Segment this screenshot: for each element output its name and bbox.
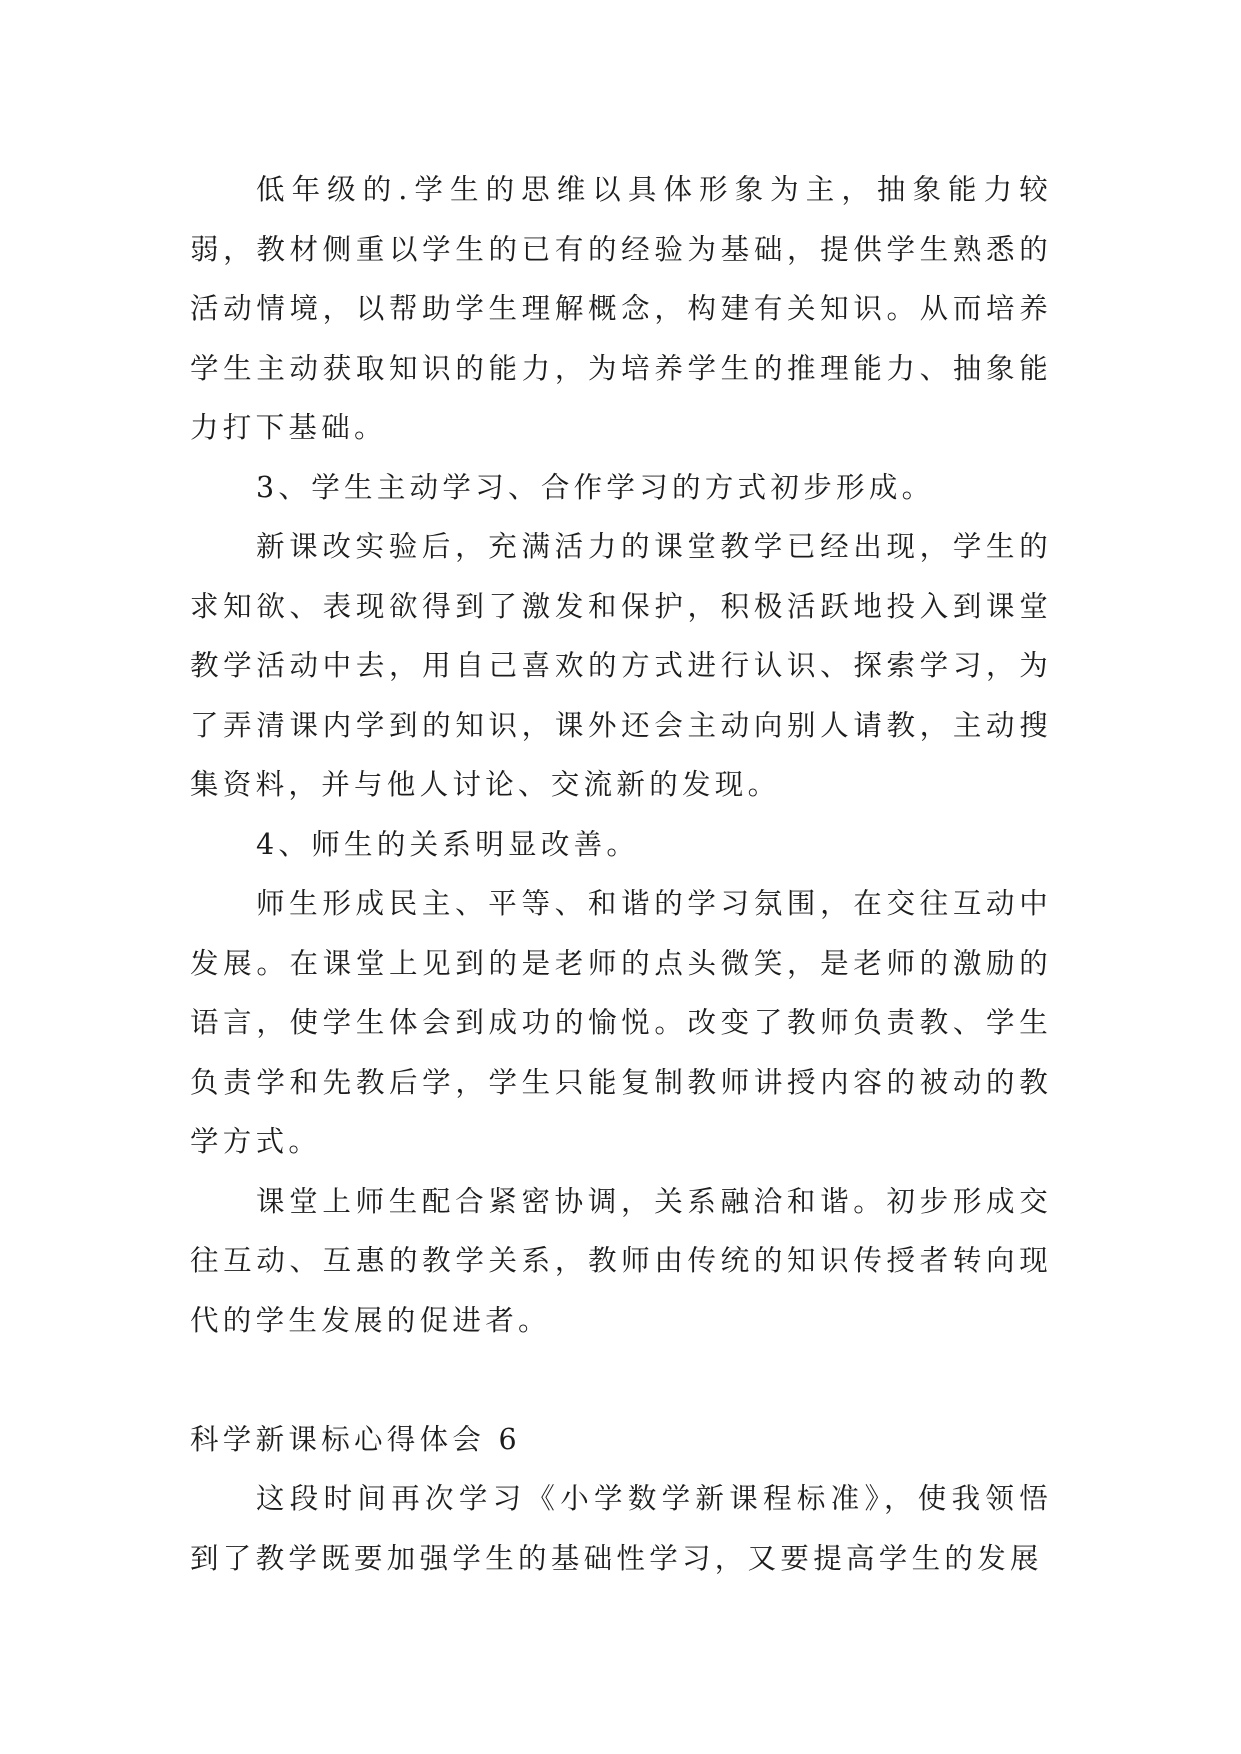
paragraph-point-4-heading: 4、师生的关系明显改善。 [256, 827, 640, 861]
paragraph-section-6-intro: 这段时间再次学习《小学数学新课程标准》，使我领悟到了教学既要加强学生的基础性学习，又要提高学生的发展 [190, 1482, 1052, 1575]
paragraph-classroom-cooperation: 课堂上师生配合紧密协调，关系融洽和谐。初步形成交往互动、互惠的教学关系，教师由传统的知识传授者转向现代的学生发展的促进者。 [190, 1184, 1052, 1337]
paragraph-new-curriculum-classroom: 新课改实验后，充满活力的课堂教学已经出现，学生的求知欲、表现欲得到了激发和保护，积极活跃地投入到课堂教学活动中去，用自己喜欢的方式进行认识、探索学习，为了弄清课内学到的知识，课外还会主动向别人请教，主动搜集资料，并与他人讨论、交流新的发现。 [190, 530, 1052, 801]
paragraph-low-grade-thinking: 低年级的.学生的思维以具体形象为主，抽象能力较弱，教材侧重以学生的已有的经验为基础，提供学生熟悉的活动情境，以帮助学生理解概念，构建有关知识。从而培养学生主动获取知识的能力，为培养学生的推理能力、抽象能力打下基础。 [190, 173, 1052, 444]
document-body [190, 160, 1052, 1588]
paragraph-point-3-heading: 3、学生主动学习、合作学习的方式初步形成。 [256, 470, 935, 504]
section-heading: 科学新课标心得体会 6 [190, 1422, 521, 1456]
paragraph-teacher-student-atmosphere: 师生形成民主、平等、和谐的学习氛围，在交往互动中发展。在课堂上见到的是老师的点头微笑，是老师的激励的语言，使学生体会到成功的愉悦。改变了教师负责教、学生负责学和先教后学，学生只能复制教师讲授内容的被动的教学方式。 [190, 887, 1052, 1158]
